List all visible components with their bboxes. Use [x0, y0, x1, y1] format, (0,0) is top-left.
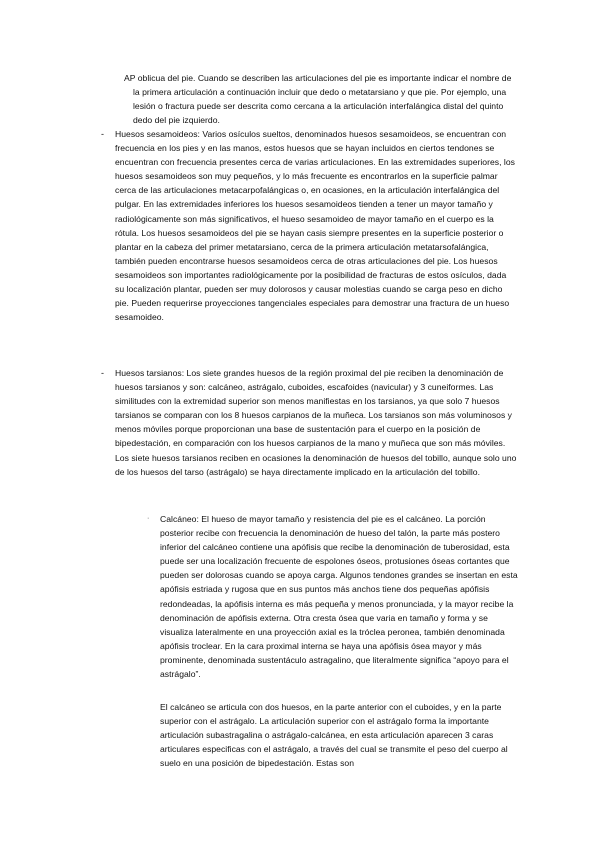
continuation-paragraph: AP oblicua del pie. Cuando se describen las articulaciones del pie es importante indicar el nombre de la primera articulación a continuación incluir que dedo o metatarsiano y que pie. Por ejemplo, una lesión o fractura puede ser descrita como cercana a la articulación interfalángica distal del quinto dedo del pie izquierdo.	[124, 73, 512, 126]
tarsal-bones-item: Huesos tarsianos: Los siete grandes huesos de la región proximal del pie reciben la denominación de huesos tarsianos y son: calcáneo, astrágalo, cuboides, escafoides (navicular) y 3 cuneiformes. Las similitudes con la extremidad superior son menos manifiestas en los tarsianos, ya que solo 7 huesos tarsianos se comparan con los 8 huesos carpianos de la muñeca. Los tarsianos son más voluminosos y menos móviles porque proporcionan una base de sustentación para el cuerpo en la posición de bipedestación, en comparación con los huesos carpianos de la mano y muñeca que son más móviles. Los siete huesos tarsianos reciben en ocasiones la denominación de huesos del tobillo, aunque solo uno de los huesos del tarso (astrágalo) se haya directamente implicado en la articulación del tobillo.	[115, 368, 517, 477]
list-marker: -	[101, 368, 104, 378]
calcaneus-articulation-paragraph: El calcáneo se articula con dos huesos, en la parte anterior con el cuboides, y en la parte superior con el astrágalo. La articulación superior con el astrágalo forma la importante articulación subastragalina o astrágalo-calcánea, en esta articulación aparecen 3 caras articulares especificas con el astrágalo, a través del cual se transmite el peso del cuerpo al suelo en una posición de bipedestación. Estas son	[160, 702, 508, 769]
sub-list-marker: ·	[147, 515, 150, 522]
list-marker: -	[101, 129, 104, 139]
sesamoid-bones-item: Huesos sesamoideos: Varios osículos sueltos, denominados huesos sesamoideos, se encuentran con frecuencia en los pies y en las manos, estos huesos que se hayan incluidos en ciertos tendones se encuentran con frecuencia presentes cerca de varias articulaciones. En las extremidades superiores, los huesos sesamoideos son muy pequeños, y lo más frecuente es encontrarlos en la superficie palmar cerca de las articulaciones metacarpofalángicas o, en ocasiones, en la articulación interfalángica del pulgar. En las extremidades inferiores los huesos sesamoideos tienden a tener un mayor tamaño y radiológicamente son más significativos, el hueso sesamoideo de mayor tamaño en el cuerpo es la rótula. Los huesos sesamoideos del pie se hayan casis siempre presentes en la superficie posterior o plantar en la cabeza del primer metatarsiano, cerca de la primera articulación metatarsofalángica, también pueden encontrarse huesos sesamoideos cerca de otras articulaciones del pie. Los huesos sesamoideos son importantes radiológicamente por la posibilidad de fracturas de estos osículos, dada su localización plantar, pueden ser muy dolorosos y causar molestias cuando se carga peso en dicho pie. Pueden requerirse proyecciones tangenciales especiales para demostrar una fractura de un hueso sesamoideo.	[115, 129, 515, 323]
calcaneus-subitem: Calcáneo: El hueso de mayor tamaño y resistencia del pie es el calcáneo. La porción posterior recibe con frecuencia la denominación de hueso del talón, la parte más postero inferior del calcáneo contiene una apófisis que recibe la denominación de tuberosidad, esta puede ser una localización frecuente de espolones óseos, protusiones óseas cortantes que pueden ser dolorosas cuando se apoya carga. Algunos tendones grandes se insertan en esta apófisis estriada y rugosa que en sus puntos más anchos tiene dos pequeñas apófisis redondeadas, la apófisis interna es más pequeña y menos pronunciada, y la mayor recibe la denominación de apófisis externa. Otra cresta ósea que varia en tamaño y forma y se visualiza lateralmente en una proyección axial es la tróclea peronea, también denominada apófisis troclear. En la cara proximal interna se haya una apófisis ósea mayor y más prominente, denominada sustentáculo astragalino, que literalmente significa “apoyo para el astrágalo”.	[160, 514, 518, 680]
